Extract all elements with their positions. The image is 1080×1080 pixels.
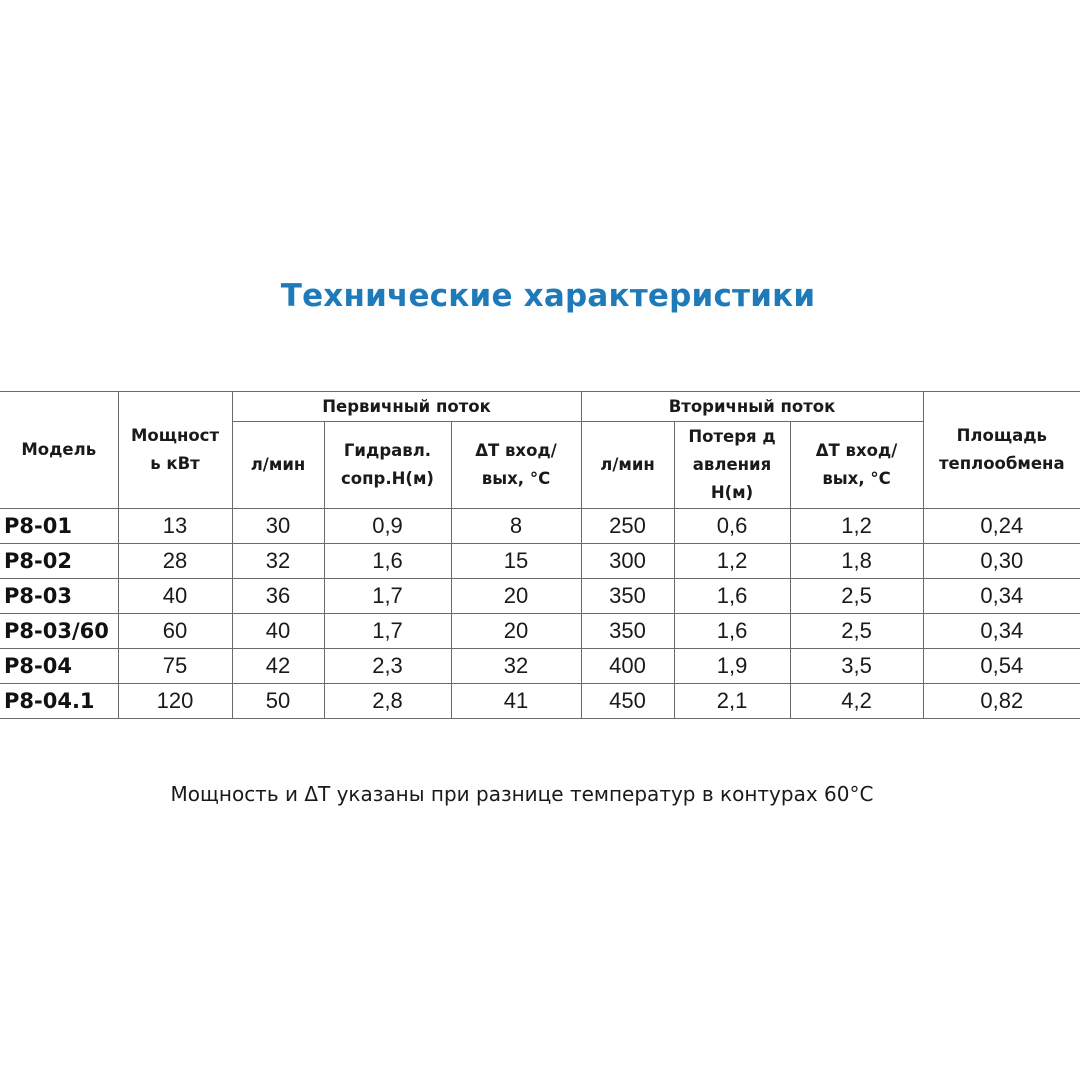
table-row: [0, 544, 1080, 579]
cell-secondary-flow: 400: [581, 649, 674, 684]
cell-primary-flow: 42: [232, 649, 324, 684]
cell-area: 0,34: [923, 579, 1080, 614]
header-area-label: Площадь теплообмена: [938, 426, 1065, 473]
cell-area: 0,24: [923, 509, 1080, 544]
footnote: Мощность и ΔТ указаны при разнице температур в контурах 60°С: [170, 782, 874, 806]
header-primary-resistance: [324, 422, 451, 509]
cell-secondary-pressure-loss: 1,6: [674, 579, 790, 614]
header-secondary-group: Вторичный поток: [581, 392, 923, 422]
cell-secondary-flow: 250: [581, 509, 674, 544]
header-area: [923, 392, 1080, 509]
cell-secondary-pressure-loss: 2,1: [674, 684, 790, 719]
cell-primary-flow: 40: [232, 614, 324, 649]
cell-power: 28: [118, 544, 232, 579]
cell-model: P8-02: [0, 544, 118, 579]
cell-model: P8-03: [0, 579, 118, 614]
cell-primary-resistance: 1,7: [324, 579, 451, 614]
table-row: [0, 649, 1080, 684]
header-secondary-dt-label: ΔТ вход/вых, °С: [815, 441, 898, 488]
cell-model: P8-01: [0, 509, 118, 544]
cell-primary-flow: 36: [232, 579, 324, 614]
cell-area: 0,54: [923, 649, 1080, 684]
cell-secondary-flow: 450: [581, 684, 674, 719]
cell-secondary-pressure-loss: 1,6: [674, 614, 790, 649]
cell-secondary-dt: 2,5: [790, 614, 923, 649]
cell-power: 40: [118, 579, 232, 614]
cell-primary-dt: 20: [451, 579, 581, 614]
header-primary-flow: л/мин: [232, 422, 324, 509]
cell-primary-dt: 41: [451, 684, 581, 719]
cell-secondary-dt: 3,5: [790, 649, 923, 684]
cell-area: 0,30: [923, 544, 1080, 579]
cell-secondary-dt: 1,2: [790, 509, 923, 544]
cell-secondary-flow: 350: [581, 614, 674, 649]
cell-model: P8-04.1: [0, 684, 118, 719]
cell-model: P8-03/60: [0, 614, 118, 649]
header-secondary-dt: [790, 422, 923, 509]
cell-primary-dt: 15: [451, 544, 581, 579]
cell-primary-dt: 32: [451, 649, 581, 684]
table-row: [0, 579, 1080, 614]
header-secondary-pressure-loss-label: Потеря давления Н(м): [688, 427, 776, 502]
cell-secondary-dt: 1,8: [790, 544, 923, 579]
header-power: [118, 392, 232, 509]
header-row-groups: [0, 392, 1080, 422]
cell-primary-dt: 20: [451, 614, 581, 649]
cell-power: 120: [118, 684, 232, 719]
cell-secondary-flow: 300: [581, 544, 674, 579]
page-title: Технические характеристики: [280, 278, 816, 314]
cell-area: 0,34: [923, 614, 1080, 649]
header-secondary-flow: л/мин: [581, 422, 674, 509]
cell-secondary-pressure-loss: 1,9: [674, 649, 790, 684]
cell-secondary-dt: 4,2: [790, 684, 923, 719]
cell-primary-resistance: 1,6: [324, 544, 451, 579]
header-primary-dt-label: ΔТ вход/вых, °С: [475, 441, 557, 488]
cell-power: 60: [118, 614, 232, 649]
cell-secondary-dt: 2,5: [790, 579, 923, 614]
cell-power: 13: [118, 509, 232, 544]
header-power-label: Мощность кВт: [130, 426, 220, 473]
specifications-table: [0, 391, 1080, 719]
cell-secondary-pressure-loss: 1,2: [674, 544, 790, 579]
cell-primary-resistance: 2,3: [324, 649, 451, 684]
cell-primary-resistance: 2,8: [324, 684, 451, 719]
header-primary-resistance-label: Гидравл. сопр.Н(м): [341, 441, 434, 488]
cell-secondary-flow: 350: [581, 579, 674, 614]
cell-primary-resistance: 1,7: [324, 614, 451, 649]
header-model: Модель: [0, 392, 118, 509]
cell-primary-flow: 32: [232, 544, 324, 579]
table-row: [0, 614, 1080, 649]
cell-power: 75: [118, 649, 232, 684]
table-row: [0, 684, 1080, 719]
header-secondary-pressure-loss: [674, 422, 790, 509]
header-primary-group: Первичный поток: [232, 392, 581, 422]
cell-area: 0,82: [923, 684, 1080, 719]
cell-primary-flow: 50: [232, 684, 324, 719]
cell-primary-resistance: 0,9: [324, 509, 451, 544]
cell-primary-dt: 8: [451, 509, 581, 544]
table-row: [0, 509, 1080, 544]
cell-primary-flow: 30: [232, 509, 324, 544]
header-primary-dt: [451, 422, 581, 509]
cell-model: P8-04: [0, 649, 118, 684]
cell-secondary-pressure-loss: 0,6: [674, 509, 790, 544]
